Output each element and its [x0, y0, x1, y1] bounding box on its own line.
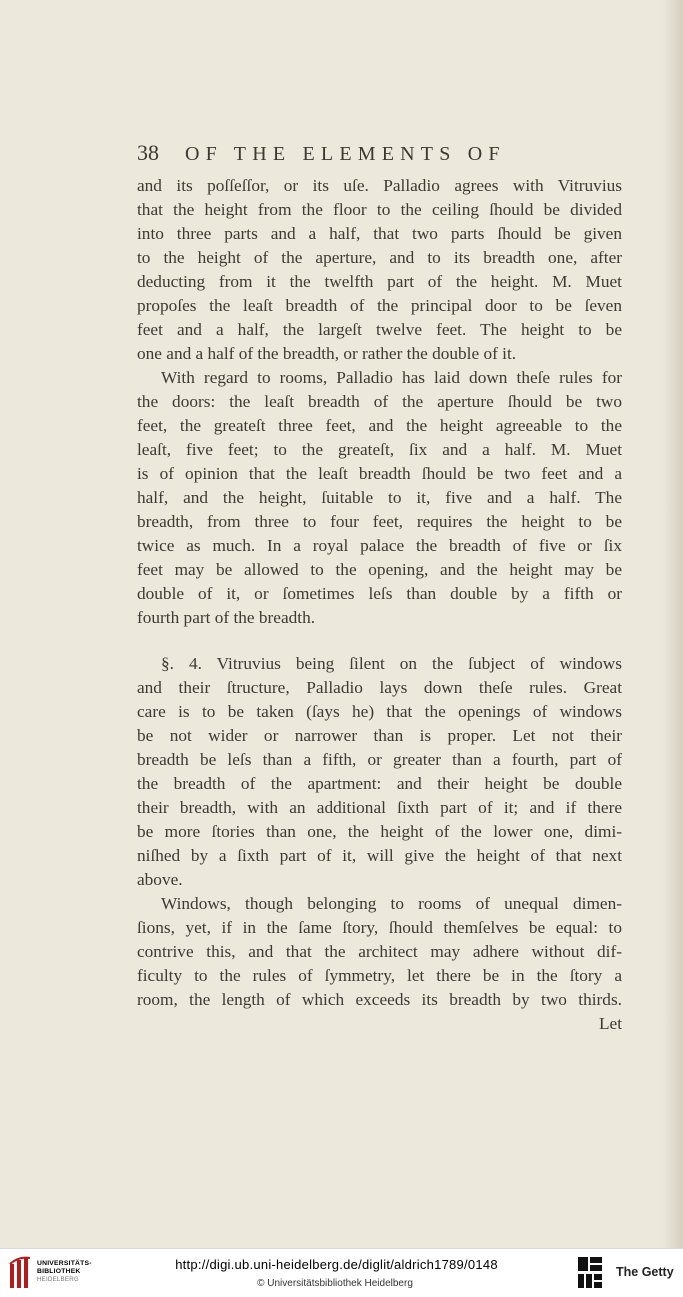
text-line: the breadth of the apartment: and their height be double [137, 774, 622, 793]
text-line: and their ſtructure, Palladio lays down theſe rules. Great [137, 678, 622, 697]
text-line: ſions, yet, if in the ſame ſtory, ſhould themſelves be equal: to [137, 918, 622, 937]
page-number: 38 [137, 140, 159, 165]
text-line: that the height from the floor to the ceiling ſhould be divided [137, 200, 622, 219]
viewer-footer [0, 1248, 683, 1297]
copyright-notice: © Universitätsbibliothek Heidelberg [257, 1278, 413, 1289]
text-line: With regard to rooms, Palladio has laid down theſe rules for [161, 368, 622, 387]
page-edge-shadow [663, 0, 683, 1248]
library-city-line: HEIDELBERG [37, 1276, 79, 1283]
text-line: Windows, though belonging to rooms of unequal dimen- [161, 894, 622, 913]
text-line: double of it, or ſometimes leſs than double by a fifth or [137, 584, 622, 603]
text-line: and its poſſeſſor, or its uſe. Palladio agrees with Vitruvius [137, 176, 622, 195]
text-line: be not wider or narrower than is proper. Let not their [137, 726, 622, 745]
library-name-line: UNIVERSITÄTS- [37, 1260, 92, 1267]
text-line: care is to be taken (ſays he) that the openings of windows [137, 702, 622, 721]
running-head [137, 140, 557, 170]
text-line: propoſes the leaſt breadth of the principal door to be ſeven [137, 296, 622, 315]
text-line: §. 4. Vitruvius being ſilent on the ſubject of windows [161, 654, 622, 673]
text-line: feet and a half, the largeſt twelve feet. The height to be [137, 320, 622, 339]
partner-name: The Getty [616, 1265, 674, 1279]
university-library-logo-icon [8, 1256, 34, 1290]
library-name-line: BIBLIOTHEK [37, 1268, 81, 1275]
text-line: niſhed by a ſixth part of it, will give the height of that next [137, 846, 622, 865]
getty-logo-icon [576, 1255, 606, 1291]
text-line: into three parts and a half, that two parts ſhould be given [137, 224, 622, 243]
text-line: ficulty to the rules of ſymmetry, let there be in the ſtory a [137, 966, 622, 985]
text-line: above. [137, 870, 183, 889]
university-library-name [37, 1260, 117, 1284]
text-line: half, and the height, ſuitable to it, five and a half. The [137, 488, 622, 507]
text-line: twice as much. In a royal palace the breadth of five or ſix [137, 536, 622, 555]
text-line: breadth, from three to four feet, requires the height to be [137, 512, 622, 531]
text-line: one and a half of the breadth, or rather the double of it. [137, 344, 517, 363]
text-line: is of opinion that the leaſt breadth ſhould be two feet and a [137, 464, 622, 483]
text-line: deducting from it the twelfth part of the height. M. Muet [137, 272, 622, 291]
text-line: breadth be leſs than a fifth, or greater than a fourth, part of [137, 750, 622, 769]
running-head-title: OF THE ELEMENTS OF [185, 143, 506, 165]
text-line: to the height of the aperture, and to its breadth one, after [137, 248, 622, 267]
text-line: feet, the greateſt three feet, and the height agreeable to the [137, 416, 622, 435]
text-line: their breadth, with an additional ſixth part of it; and if there [137, 798, 622, 817]
permalink-url[interactable]: http://digi.ub.uni-heidelberg.de/diglit/aldrich1789/0148 [175, 1257, 498, 1272]
text-line: room, the length of which exceeds its breadth by two thirds. [137, 990, 622, 1009]
text-line: leaſt, five feet; to the greateſt, ſix and a half. M. Muet [137, 440, 622, 459]
catchword: Let [598, 1014, 622, 1033]
body-text [137, 174, 622, 1036]
text-line: contrive this, and that the architect may adhere without dif- [137, 942, 622, 961]
text-line: be more ſtories than one, the height of the lower one, dimi- [137, 822, 622, 841]
text-line: the doors: the leaſt breadth of the aperture ſhould be two [137, 392, 622, 411]
text-line: feet may be allowed to the opening, and the height may be [137, 560, 622, 579]
text-line: fourth part of the breadth. [137, 608, 316, 627]
